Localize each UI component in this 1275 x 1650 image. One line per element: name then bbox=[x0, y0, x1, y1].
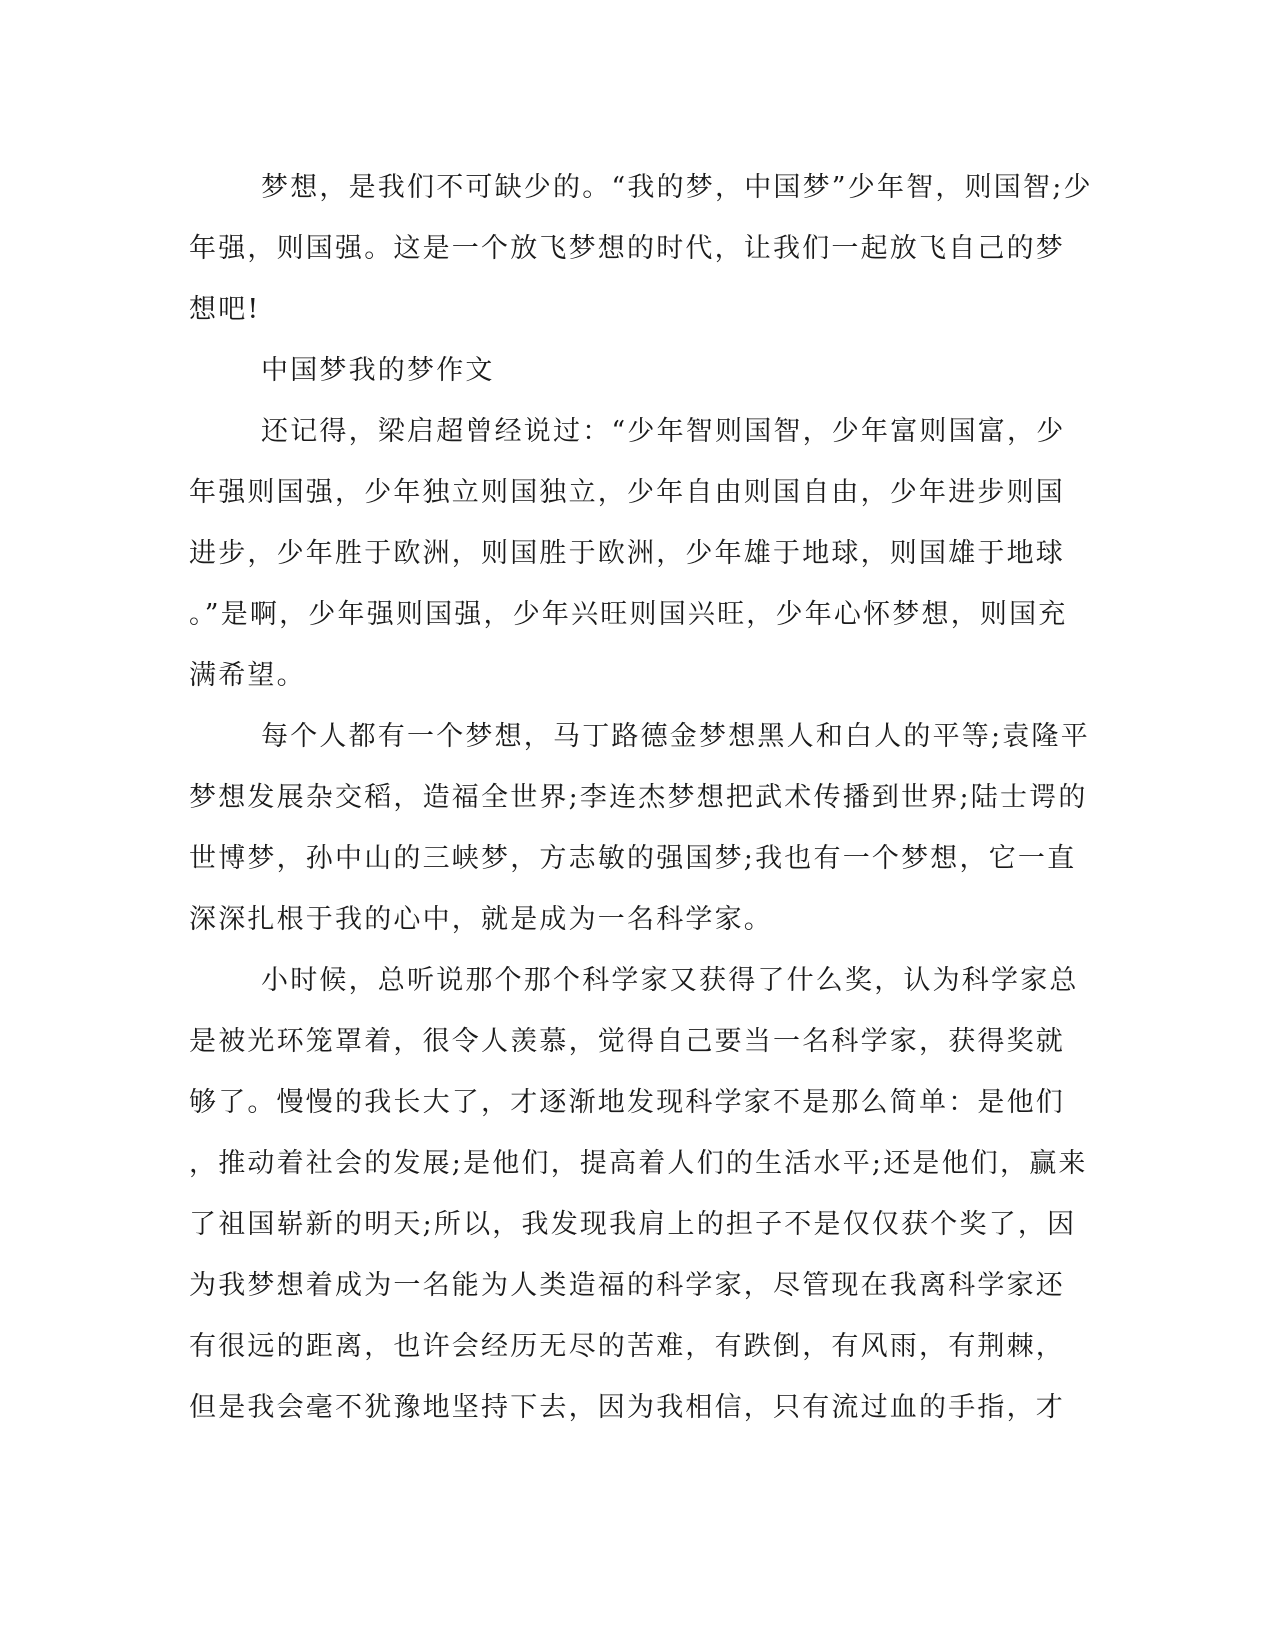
text-line: 是被光环笼罩着，很令人羡慕，觉得自己要当一名科学家，获得奖就 bbox=[189, 1026, 1065, 1057]
text-line: 够了。慢慢的我长大了，才逐渐地发现科学家不是那么简单：是他们 bbox=[189, 1087, 1065, 1118]
text-line: 但是我会毫不犹豫地坚持下去，因为我相信，只有流过血的手指，才 bbox=[189, 1392, 1065, 1423]
text-line: 梦想发展杂交稻，造福全世界;李连杰梦想把武术传播到世界;陆士谔的 bbox=[189, 782, 1088, 813]
text-line: 世博梦，孙中山的三峡梦，方志敏的强国梦;我也有一个梦想，它一直 bbox=[189, 843, 1077, 874]
text-line: 想吧! bbox=[189, 294, 261, 325]
text-line: ，推动着社会的发展;是他们，提高着人们的生活水平;还是他们，赢来 bbox=[189, 1148, 1088, 1179]
text-line: 每个人都有一个梦想，马丁路德金梦想黑人和白人的平等;袁隆平 bbox=[261, 721, 1090, 752]
text-line: 。”是啊，少年强则国强，少年兴旺则国兴旺，少年心怀梦想，则国充 bbox=[189, 599, 1068, 630]
text-line: 有很远的距离，也许会经历无尽的苦难，有跌倒，有风雨，有荆棘， bbox=[189, 1331, 1065, 1362]
text-line: 满希望。 bbox=[189, 660, 306, 691]
text-line: 为我梦想着成为一名能为人类造福的科学家，尽管现在我离科学家还 bbox=[189, 1270, 1065, 1301]
text-line: 梦想，是我们不可缺少的。“我的梦，中国梦”少年智，则国智;少 bbox=[261, 172, 1093, 203]
section-title: 中国梦我的梦作文 bbox=[261, 355, 495, 386]
text-line: 小时候，总听说那个那个科学家又获得了什么奖，认为科学家总 bbox=[261, 965, 1079, 996]
text-line: 还记得，梁启超曾经说过：“少年智则国智，少年富则国富，少 bbox=[261, 416, 1066, 447]
text-line: 了祖国崭新的明天;所以，我发现我肩上的担子不是仅仅获个奖了，因 bbox=[189, 1209, 1077, 1240]
text-line: 年强，则国强。这是一个放飞梦想的时代，让我们一起放飞自己的梦 bbox=[189, 233, 1065, 264]
essay-body bbox=[189, 157, 1093, 1438]
text-line: 进步，少年胜于欧洲，则国胜于欧洲，少年雄于地球，则国雄于地球 bbox=[189, 538, 1065, 569]
text-line: 深深扎根于我的心中，就是成为一名科学家。 bbox=[189, 904, 773, 935]
text-line: 年强则国强，少年独立则国独立，少年自由则国自由，少年进步则国 bbox=[189, 477, 1065, 508]
